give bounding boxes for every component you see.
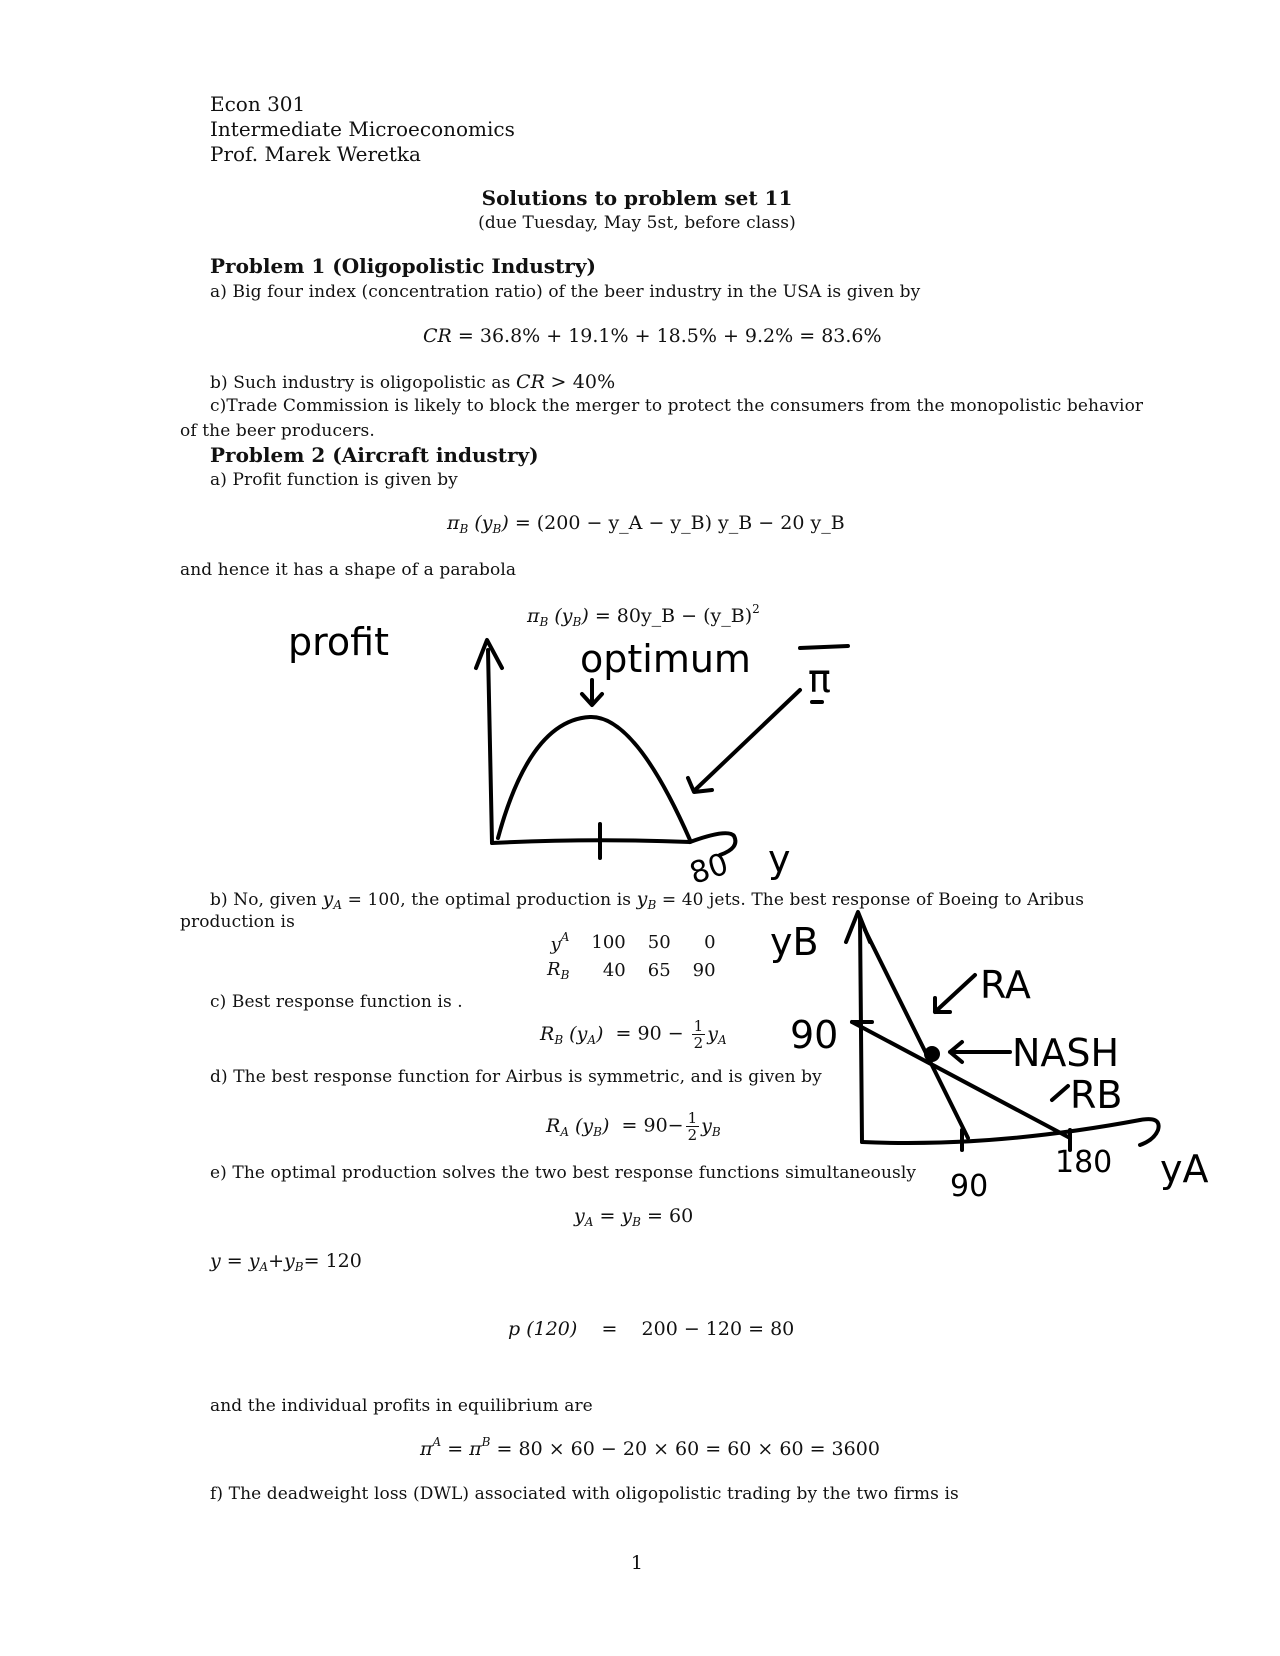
table-cell: 50 bbox=[647, 932, 671, 953]
nash-point bbox=[924, 1046, 940, 1062]
cr-symbol-b: CR bbox=[515, 371, 546, 393]
problem1-a-text: a) Big four index (concentration ratio) of the beer industry in the USA is given by bbox=[210, 282, 921, 302]
rb-pointer bbox=[1052, 1086, 1068, 1100]
price-rhs: 200 − 120 = 80 bbox=[641, 1318, 795, 1340]
problem2-a-text: a) Profit function is given by bbox=[210, 470, 458, 490]
yb-axis-arrow bbox=[846, 912, 870, 942]
problem2-heading: Problem 2 (Aircraft industry) bbox=[210, 443, 539, 467]
problem2-c-text: c) Best response function is . bbox=[210, 992, 463, 1012]
problem1-heading: Problem 1 (Oligopolistic Industry) bbox=[210, 254, 596, 278]
table-row-label: $R_B$ bbox=[547, 959, 570, 982]
ra-label: RA bbox=[980, 963, 1031, 1007]
equilibrium-quantities: $y_A = y_B = 60$ bbox=[574, 1205, 694, 1229]
pi-label: π bbox=[808, 657, 831, 701]
profit-label: profit bbox=[288, 620, 389, 664]
tick-90-bottom: 90 bbox=[950, 1169, 989, 1204]
profits-text: and the individual profits in equilibrium are bbox=[210, 1396, 593, 1416]
problem2-b-text-2: = 100, the optimal production is bbox=[347, 890, 632, 910]
cr-equation-rhs: = 36.8% + 19.1% + 18.5% + 9.2% = 83.6% bbox=[457, 325, 882, 347]
due-date: (due Tuesday, May 5st, before class) bbox=[478, 213, 796, 233]
problem2-b-text-4: production is bbox=[180, 912, 295, 932]
problem1-c-text-1: c)Trade Commission is likely to block the merger to protect the consumers from the monopolistic behavior bbox=[210, 396, 1144, 416]
profits-equation: $\pi^A = \pi^B = 80 \times 60 - 20 \times 60 = 60 \times 60 = 3600$ bbox=[420, 1435, 880, 1460]
problem2-f-text: f) The deadweight loss (DWL) associated with oligopolistic trading by the two firms is bbox=[210, 1484, 959, 1504]
problem1-b-text: b) Such industry is oligopolistic as bbox=[210, 373, 511, 393]
tick-180: 180 bbox=[1055, 1145, 1113, 1180]
total-quantity-value: = 120 bbox=[303, 1250, 362, 1272]
table-cell: 90 bbox=[692, 960, 716, 981]
equilibrium-value: = 60 bbox=[647, 1205, 694, 1227]
parabola-text: and hence it has a shape of a parabola bbox=[180, 560, 517, 580]
page-number: 1 bbox=[630, 1552, 644, 1574]
rb-equation-rhs: = 90 − bbox=[615, 1022, 684, 1045]
ya-axis bbox=[862, 1120, 1140, 1143]
ya-axis-arrow bbox=[1140, 1119, 1159, 1145]
nash-label: NASH bbox=[1012, 1031, 1120, 1075]
yb-axis bbox=[860, 918, 862, 1142]
price-lhs: p (120) bbox=[508, 1318, 578, 1340]
table-cell: 65 bbox=[647, 960, 671, 981]
problem2-d-text: d) The best response function for Airbus is symmetric, and is given by bbox=[210, 1067, 822, 1087]
table-cell: 40 bbox=[602, 960, 626, 981]
table-cell: 100 bbox=[591, 932, 626, 953]
rb-equation: $R_B$ $(y_A) = 90$ − $\frac{1}{2}$ $y_A$ bbox=[540, 1017, 727, 1052]
profits-equation-rhs: = 80 × 60 − 20 × 60 = 60 × 60 = 3600 bbox=[496, 1438, 880, 1460]
problem1-c-text-2: of the beer producers. bbox=[180, 421, 375, 441]
profit-function-2-rhs: = 80y_B − (y_B) bbox=[594, 605, 753, 627]
table-cell: 0 bbox=[704, 932, 716, 953]
table-row-label: $y^A$ bbox=[550, 930, 570, 955]
tick-90-left: 90 bbox=[790, 1013, 839, 1057]
tick-80: 80 bbox=[685, 846, 733, 892]
cr-condition: > 40% bbox=[550, 371, 616, 393]
profit-function: $\pi_B$ $(y_B) = (200$ − y_A − y_B) y_B − 20 y_B bbox=[447, 512, 845, 536]
ra-line bbox=[865, 930, 968, 1138]
half-fraction: $\frac{1}{2}$ bbox=[687, 1109, 698, 1144]
ya-axis-label: yA bbox=[1160, 1147, 1209, 1191]
axis-y-label: y bbox=[768, 837, 791, 881]
page-title: Solutions to problem set 11 bbox=[481, 186, 793, 210]
problem2-b-text-1: b) No, given bbox=[210, 890, 317, 910]
course-name: Econ 301 bbox=[210, 92, 306, 116]
cr-symbol: CR bbox=[423, 325, 452, 347]
profit-function-rhs: = (200 − y_A − y_B) y_B − 20 y_B bbox=[514, 512, 845, 534]
course-subject: Intermediate Microeconomics bbox=[210, 117, 515, 141]
ra-equation: $R_A$ $(y_B) = 90-$ $\frac{1}{2}$ $y_B$ bbox=[546, 1109, 721, 1144]
total-quantity: $y = y_A+y_B= 120$ bbox=[210, 1250, 362, 1274]
profit-function-2: $\pi_B$ $(y_B)$ = 80y_B − (y_B)$^2$ bbox=[527, 602, 760, 629]
problem2-e-text: e) The optimal production solves the two best response functions simultaneously bbox=[210, 1163, 917, 1183]
nash-arrow bbox=[950, 1042, 1010, 1062]
optimum-label: optimum bbox=[580, 637, 751, 681]
half-fraction: $\frac{1}{2}$ bbox=[693, 1017, 704, 1052]
price-equation: p (120) = 200 − 120 = 80 bbox=[508, 1318, 795, 1340]
problem2-b-line1: b) No, given $y_A = 100$, the optimal production is $y_B = 40$ jets. The best response of Boeing to Aribus bbox=[210, 888, 1085, 912]
ra-equation-rhs: = 90− bbox=[621, 1114, 684, 1137]
yb-axis-label: yB bbox=[770, 920, 819, 964]
rb-label: RB bbox=[1070, 1073, 1123, 1117]
professor-name: Prof. Marek Weretka bbox=[210, 142, 421, 166]
ra-arrow bbox=[935, 975, 975, 1012]
problem2-b-text-3: = 40 jets. The best response of Boeing to Aribus bbox=[661, 890, 1085, 910]
